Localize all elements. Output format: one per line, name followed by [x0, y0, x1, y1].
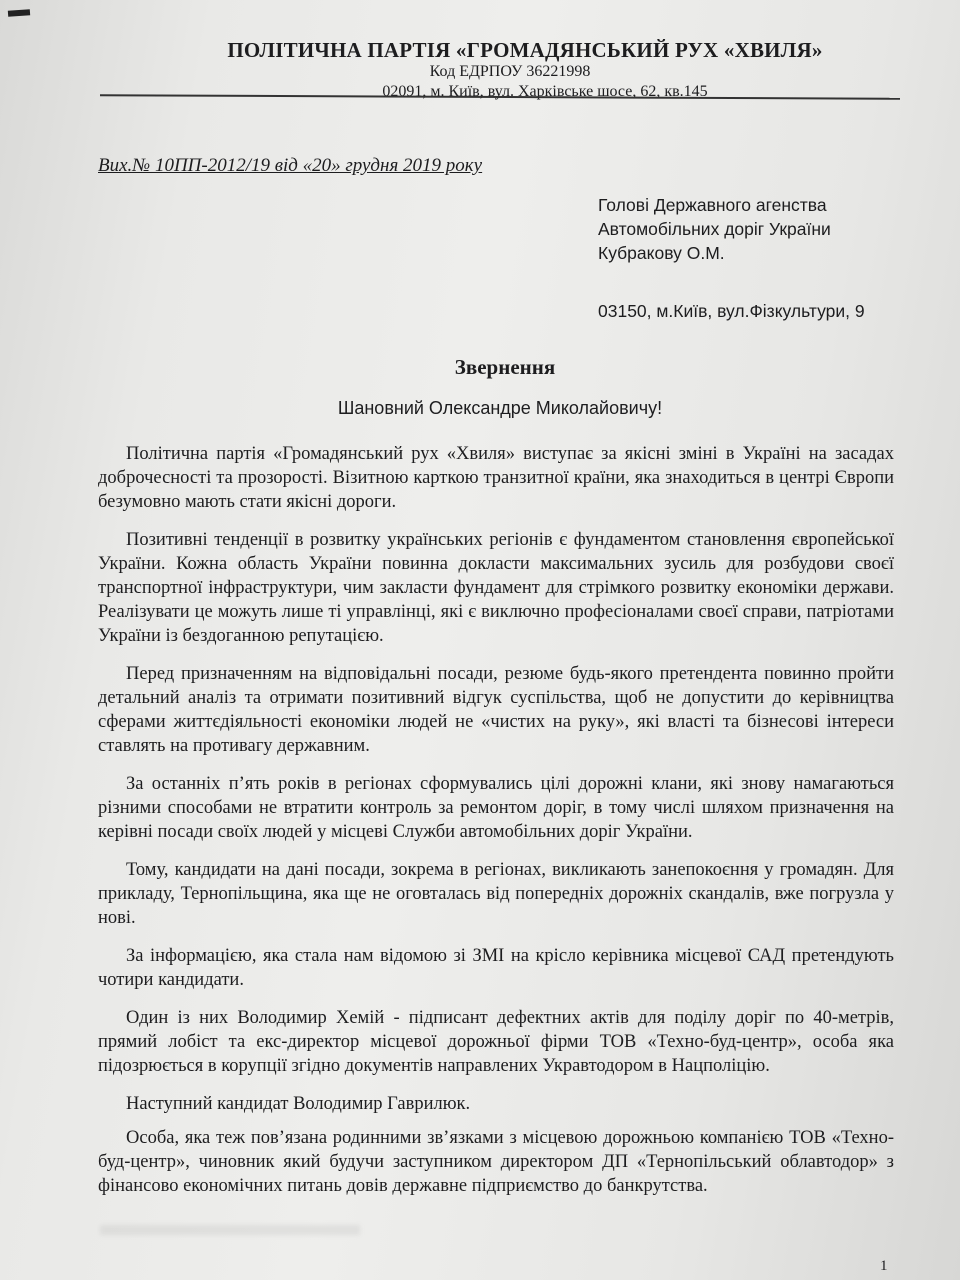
recipient-address: 03150, м.Київ, вул.Фізкультури, 9: [598, 301, 865, 321]
party-address: 02091, м. Київ, вул. Харківське шосе, 62, кв.145: [382, 83, 708, 100]
letterhead: [100, 38, 900, 102]
paragraph: Особа, яка теж пов’язана родинними зв’язками з місцевою дорожньою компанією ТОВ «Техно-буд-центр», чиновник який будучи заступником директором ДП «Тернопільський облавтодор» з фінансово економічних питань довів державне підприємство до банкрутства.: [98, 1128, 894, 1196]
salutation: Шановний Олександре Миколайовичу!: [337, 398, 663, 418]
paragraph: Політична партія «Громадянський рух «Хвиля» виступає за якісні зміні в Україні на засадах доброчесності та прозорості. Візитною карткою транзитної країни, яка знаходиться в центрі Європи безумовно мають стати якісні дороги.: [98, 444, 894, 512]
page-number: 1: [880, 1258, 888, 1274]
paragraph: Тому, кандидати на дані посади, зокрема в регіонах, викликають занепокоєння у громадян. Для прикладу, Тернопільщина, яка ще не оговталась від попередніх дорожніх скандалів, вже погрузла у нові.: [98, 860, 894, 928]
paragraph: За останніх п’ять років в регіонах сформувались цілі дорожні клани, які знову намагаються різними способами не втратити контроль за ремонтом доріг, в тому числі шляхом призначення на керівні посади своїх людей у місцеві Служби автомобільних доріг України.: [98, 774, 894, 842]
edrpou-code: Код ЕДРПОУ 36221998: [429, 63, 591, 80]
recipient-block: [598, 193, 928, 323]
recipient-line-3: Кубракову О.М.: [598, 243, 725, 263]
recipient-line-1: Голові Державного агенства: [598, 195, 827, 215]
paragraph: За інформацією, яка стала нам відомою зі ЗМІ на крісло керівника місцевої САД претендують чотири кандидати.: [98, 946, 894, 990]
paragraph: Перед призначенням на відповідальні посади, резюме будь-якого претендента повинно пройти детальний аналіз та отримати позитивний відгук суспільства, щоб не допустити до керівництва сферами життєдіяльності економіки людей не «чистих на руку», які власті та бізнесові інтереси ставлять на противагу державним.: [98, 664, 894, 756]
outgoing-reference: Вих.№ 10ПП-2012/19 від «20» грудня 2019 року: [98, 155, 483, 176]
recipient-line-2: Автомобільних доріг України: [598, 219, 831, 239]
paragraph: Один із них Володимир Хемій - підписант дефектних актів для поділу доріг по 40-метрів, прямий лобіст та екс-директор місцевої дорожньої фірми ТОВ «Техно-буд-центр», особа яка підозрюється в корупції згідно документів направлених Укравтодором в Нацполіцію.: [98, 1008, 894, 1076]
letter-body: [98, 442, 894, 1212]
document-title: Звернення: [454, 355, 556, 379]
show-through-text: [100, 1225, 360, 1235]
paragraph: Наступний кандидат Володимир Гаврилюк.: [126, 1094, 471, 1114]
staple-mark: [8, 9, 30, 17]
party-name: ПОЛІТИЧНА ПАРТІЯ «ГРОМАДЯНСЬКИЙ РУХ «ХВИЛЯ»: [227, 38, 823, 62]
paragraph: Позитивні тенденції в розвитку українських регіонів є фундаментом становлення європейської України. Кожна область України повинна докласти максимальних зусиль для розбудови своєї транспортної інфраструктури, чим закласти фундамент для стрімкого розвитку економіки держави. Реалізувати це можуть лише ті управлінці, які є виключно професіоналами своєї справи, патріотами України із бездоганною репутацією.: [98, 530, 894, 646]
